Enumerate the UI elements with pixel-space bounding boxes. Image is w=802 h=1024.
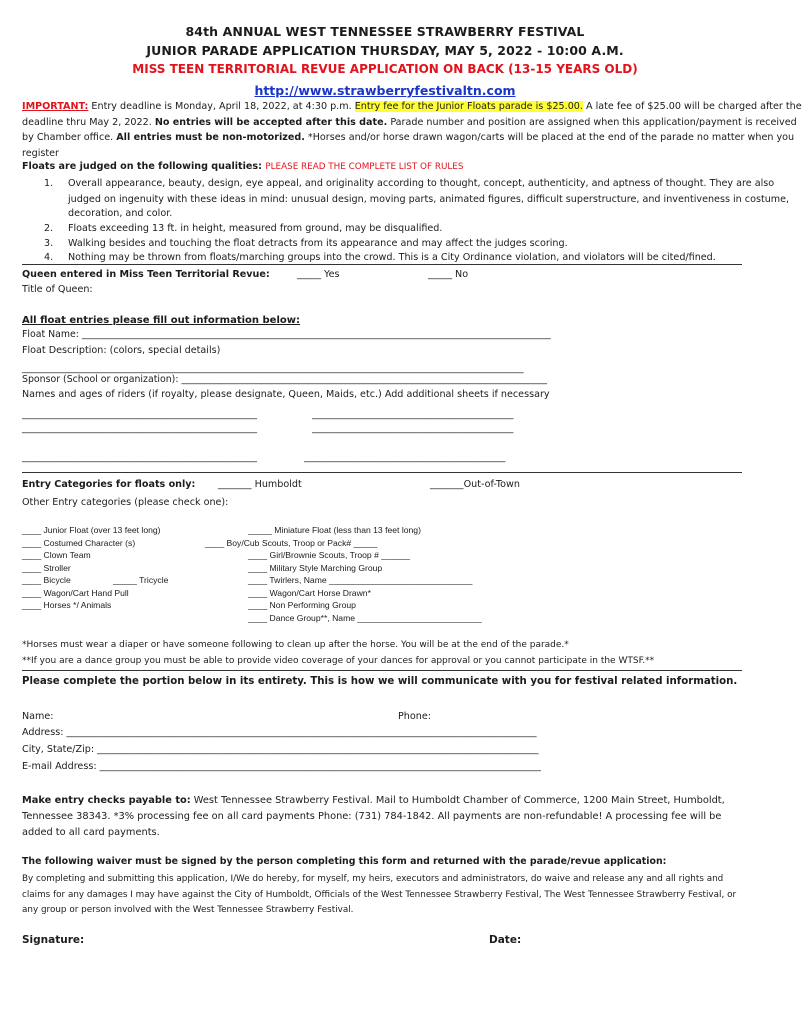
rule-2-number: 2.	[44, 223, 54, 234]
queen-label: Queen entered in Miss Teen Territorial Revue:	[22, 269, 270, 280]
category-twirlers[interactable]: ____ Twirlers, Name ______________________________	[248, 575, 473, 585]
email-field[interactable]: E-mail Address: ____________________________________________________________________________________________	[22, 761, 541, 772]
sponsor-field[interactable]: Sponsor (School or organization): ______________________________________________________________________________	[22, 374, 548, 385]
category-non-performing[interactable]: ____ Non Performing Group	[248, 600, 356, 610]
festival-title: 84th ANNUAL WEST TENNESSEE STRAWBERRY FESTIVAL	[185, 24, 585, 39]
entry-fee-highlight: Entry fee for the Junior Floats parade is $25.00.	[354, 101, 583, 112]
waiver-heading: The following waiver must be signed by the person completing this form and returned with the parade/revue application:	[22, 856, 667, 867]
date-field[interactable]: Date:	[489, 934, 522, 946]
queen-title-field[interactable]: Title of Queen:	[22, 284, 93, 295]
rider-field[interactable]: _________________________________________________	[22, 423, 258, 434]
revue-application-note: MISS TEEN TERRITORIAL REVUE APPLICATION ON BACK (13-15 YEARS OLD)	[132, 62, 638, 76]
parade-application-title: JUNIOR PARADE APPLICATION THURSDAY, MAY 5, 2022 - 10:00 A.M.	[146, 43, 624, 58]
section-divider	[22, 264, 742, 265]
rule-1-number: 1.	[44, 178, 54, 189]
rules-heading	[22, 160, 463, 174]
category-bicycle[interactable]: ____ Bicycle	[22, 575, 71, 585]
payment-fee-text: Tennessee 38343. *3% processing fee on all card payments Phone: (731) 784-1842. All payments are non-refundable! A processing fee will be	[22, 811, 722, 822]
rider-field[interactable]: __________________________________________	[304, 452, 506, 463]
no-entries-text: No entries will be accepted after this date.	[154, 116, 388, 128]
waiver-text	[22, 872, 742, 919]
queen-no-option[interactable]: _____ No	[428, 269, 469, 280]
humboldt-option[interactable]: _______ Humboldt	[218, 479, 302, 490]
rider-field[interactable]: _________________________________________________	[22, 452, 258, 463]
rider-field[interactable]: __________________________________________	[312, 409, 514, 420]
riders-label: Names and ages of riders (if royalty, please designate, Queen, Maids, etc.) Add additional sheets if necessary	[22, 389, 550, 400]
section-divider	[22, 472, 742, 473]
rider-field[interactable]: _________________________________________________	[22, 409, 258, 420]
register-text: register	[22, 147, 59, 159]
category-wagon-hand-pull[interactable]: ____ Wagon/Cart Hand Pull	[22, 588, 129, 598]
category-dance-group[interactable]: ____ Dance Group**, Name __________________________	[248, 613, 482, 623]
rule-1-line-2: judged on ingenuity with these ideas in mind: unusual design, moving parts, animated figures, difficult superstructure, and inventiveness in costume,	[68, 194, 790, 205]
name-field[interactable]: Name:	[22, 711, 54, 722]
website-link[interactable]: http://www.strawberryfestivaltn.com	[254, 83, 516, 98]
category-boy-cub-scouts[interactable]: ____ Boy/Cub Scouts, Troop or Pack# _____	[205, 538, 378, 548]
deadline-text: Entry deadline is Monday, April 18, 2022, at 4:30 p.m.	[88, 101, 355, 112]
waiver-line-1: By completing and submitting this application, I/We do hereby, for myself, my heirs, executors and administrators, do waive and release any and all rights and	[22, 874, 724, 884]
float-description-label: Float Description: (colors, special details)	[22, 345, 221, 356]
important-label: IMPORTANT:	[22, 101, 89, 112]
category-marching-group[interactable]: ____ Military Style Marching Group	[248, 563, 383, 573]
float-info-heading: All float entries please fill out information below:	[22, 315, 300, 326]
website-link-row	[0, 80, 770, 99]
category-girl-brownie-scouts[interactable]: ____ Girl/Brownie Scouts, Troop # ______	[248, 550, 410, 560]
other-categories-label: Other Entry categories (please check one):	[22, 497, 229, 508]
payment-card-text: added to all card payments.	[22, 827, 160, 838]
parade-number-text: Parade number and position are assigned when this application/payment is received	[387, 116, 797, 128]
category-horses-animals[interactable]: ____ Horses */ Animals	[22, 600, 112, 610]
rule-4-number: 4.	[44, 252, 54, 263]
rules-heading-red: PLEASE READ THE COMPLETE LIST OF RULES	[265, 162, 464, 172]
rule-2-text: Floats exceeding 13 ft. in height, measured from ground, may be disqualified.	[68, 223, 443, 234]
chamber-office-text: by Chamber office.	[22, 132, 117, 144]
rule-1-line-3: decoration, and color.	[68, 208, 173, 219]
address-field[interactable]: Address: __________________________________________________________________________________________________	[22, 727, 537, 738]
payment-label: Make entry checks payable to:	[22, 795, 191, 806]
deadline-thru-text: deadline thru May 2, 2022.	[22, 116, 155, 128]
dance-group-footnote: **If you are a dance group you must be able to provide video coverage of your dances for approval or you cannot participate in the WTSF.**	[22, 656, 655, 666]
important-notice	[22, 99, 802, 161]
category-miniature-float[interactable]: _____ Miniature Float (less than 13 feet long)	[248, 525, 421, 535]
city-state-zip-field[interactable]: City, State/Zip: ____________________________________________________________________________________________	[22, 744, 539, 755]
payment-info	[22, 793, 742, 841]
category-junior-float[interactable]: ____ Junior Float (over 13 feet long)	[22, 525, 161, 535]
out-of-town-option[interactable]: _______Out-of-Town	[430, 479, 520, 490]
category-clown-team[interactable]: ____ Clown Team	[22, 550, 91, 560]
float-name-field[interactable]: Float Name: ____________________________________________________________________________________________________	[22, 329, 551, 340]
category-costumed-character[interactable]: ____ Costumed Character (s)	[22, 538, 136, 548]
horses-note-text: *Horses and/or horse drawn wagon/carts will be placed at the end of the parade no matter when you	[304, 132, 795, 144]
rule-4-text: Nothing may be thrown from floats/marching groups into the crowd. This is a City Ordinance violation, and violators will be cited/fined.	[68, 252, 716, 263]
contact-heading: Please complete the portion below in its entirety. This is how we will communicate with you for festival related information.	[22, 676, 738, 687]
section-divider	[22, 670, 742, 671]
non-motorized-text: All entries must be non-motorized.	[116, 132, 305, 144]
rule-1-line-1: Overall appearance, beauty, design, eye appeal, and originality according to thought, concept, authenticity, and aptness of thought. They are also	[68, 178, 775, 189]
waiver-line-2: claims for any damages I may have against the City of Humboldt, Officials of the West Tennessee Strawberry Festival, The West Tennessee Strawberry Festival, or	[22, 889, 737, 900]
late-fee-text: A late fee of $25.00 will be charged after the	[582, 101, 802, 112]
rule-3-text: Walking besides and touching the float detracts from its appearance and may affect the judges scoring.	[68, 238, 568, 249]
waiver-line-3: any group or person involved with the West Tennessee Strawberry Festival.	[22, 905, 354, 915]
rider-field[interactable]: __________________________________________	[312, 423, 514, 434]
signature-field[interactable]: Signature:	[22, 934, 85, 946]
float-categories-label: Entry Categories for floats only:	[22, 479, 196, 490]
rules-heading-text: Floats are judged on the following qualities:	[22, 161, 266, 172]
phone-field[interactable]: Phone:	[398, 711, 431, 722]
payment-address-text: West Tennessee Strawberry Festival. Mail to Humboldt Chamber of Commerce, 1200 Main Street, Humboldt,	[190, 795, 725, 806]
category-wagon-horse-drawn[interactable]: ____ Wagon/Cart Horse Drawn*	[248, 588, 371, 598]
category-tricycle[interactable]: _____ Tricycle	[113, 575, 169, 585]
queen-yes-option[interactable]: _____ Yes	[297, 269, 340, 280]
horses-footnote: *Horses must wear a diaper or have someone following to clean up after the horse. You will be at the end of the parade.*	[22, 640, 569, 650]
category-stroller[interactable]: ____ Stroller	[22, 563, 71, 573]
rule-3-number: 3.	[44, 238, 54, 249]
float-description-field[interactable]: ___________________________________________________________________________________________________________	[22, 363, 524, 374]
